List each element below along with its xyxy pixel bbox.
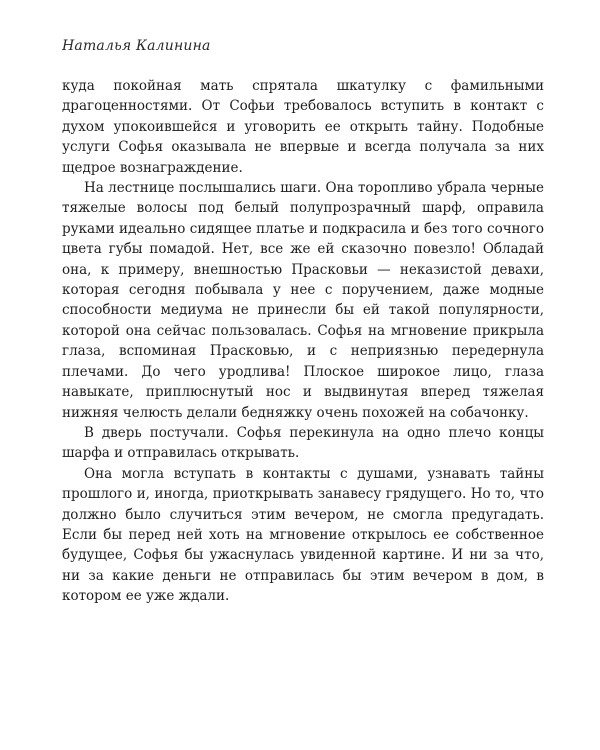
running-head-author: Наталья Калинина [62,38,211,54]
paragraph-continuation: куда покойная мать спрятала шкатулку с фамильными драгоценностями. От Софьи требовалось вступить в контакт с духом упокоившейся и уговорить ее открыть тайну. Подобные услуги Софья оказывала не впервые и всегда получала за них щедрое вознаграждение. [62,78,544,176]
paragraph: Она могла вступать в контакты с душами, узнавать тайны прошлого и, иногда, приоткрывать занавесу грядущего. Но то, что должно было случиться этим вечером, не смогла предугадать. Если бы перед ней хоть на мгновение открылось ее собственное будущее, Софья бы ужаснулась увиденной картине. И ни за что, ни за какие деньги не отправилась бы этим вечером в дом, в котором ее уже ждали. [62,465,544,605]
paragraph: В дверь постучали. Софья перекинула на одно плечо концы шарфа и отправилась открывать. [62,424,544,462]
page-body-text [62,76,544,607]
paragraph: На лестнице послышались шаги. Она торопливо убрала черные тяжелые волосы под белый полупрозрачный шарф, оправила руками идеально сидящее платье и подкрасила и без того сочного цвета губы помадой. Нет, все же ей сказочно повезло! Обладай она, к примеру, внешностью Прасковьи — неказистой девахи, которая сегодня побывала у нее с поручением, даже модные способности медиума не принесли бы ей такой популярности, которой она сейчас пользовалась. Софья на мгновение прикрыла глаза, вспоминая Прасковью, и с неприязнью передернула плечами. До чего уродлива! Плоское широкое лицо, глаза навыкате, приплюснутый нос и выдвинутая вперед тяжелая нижняя челюсть делали бедняжку очень похожей на собачонку. [62,180,544,421]
